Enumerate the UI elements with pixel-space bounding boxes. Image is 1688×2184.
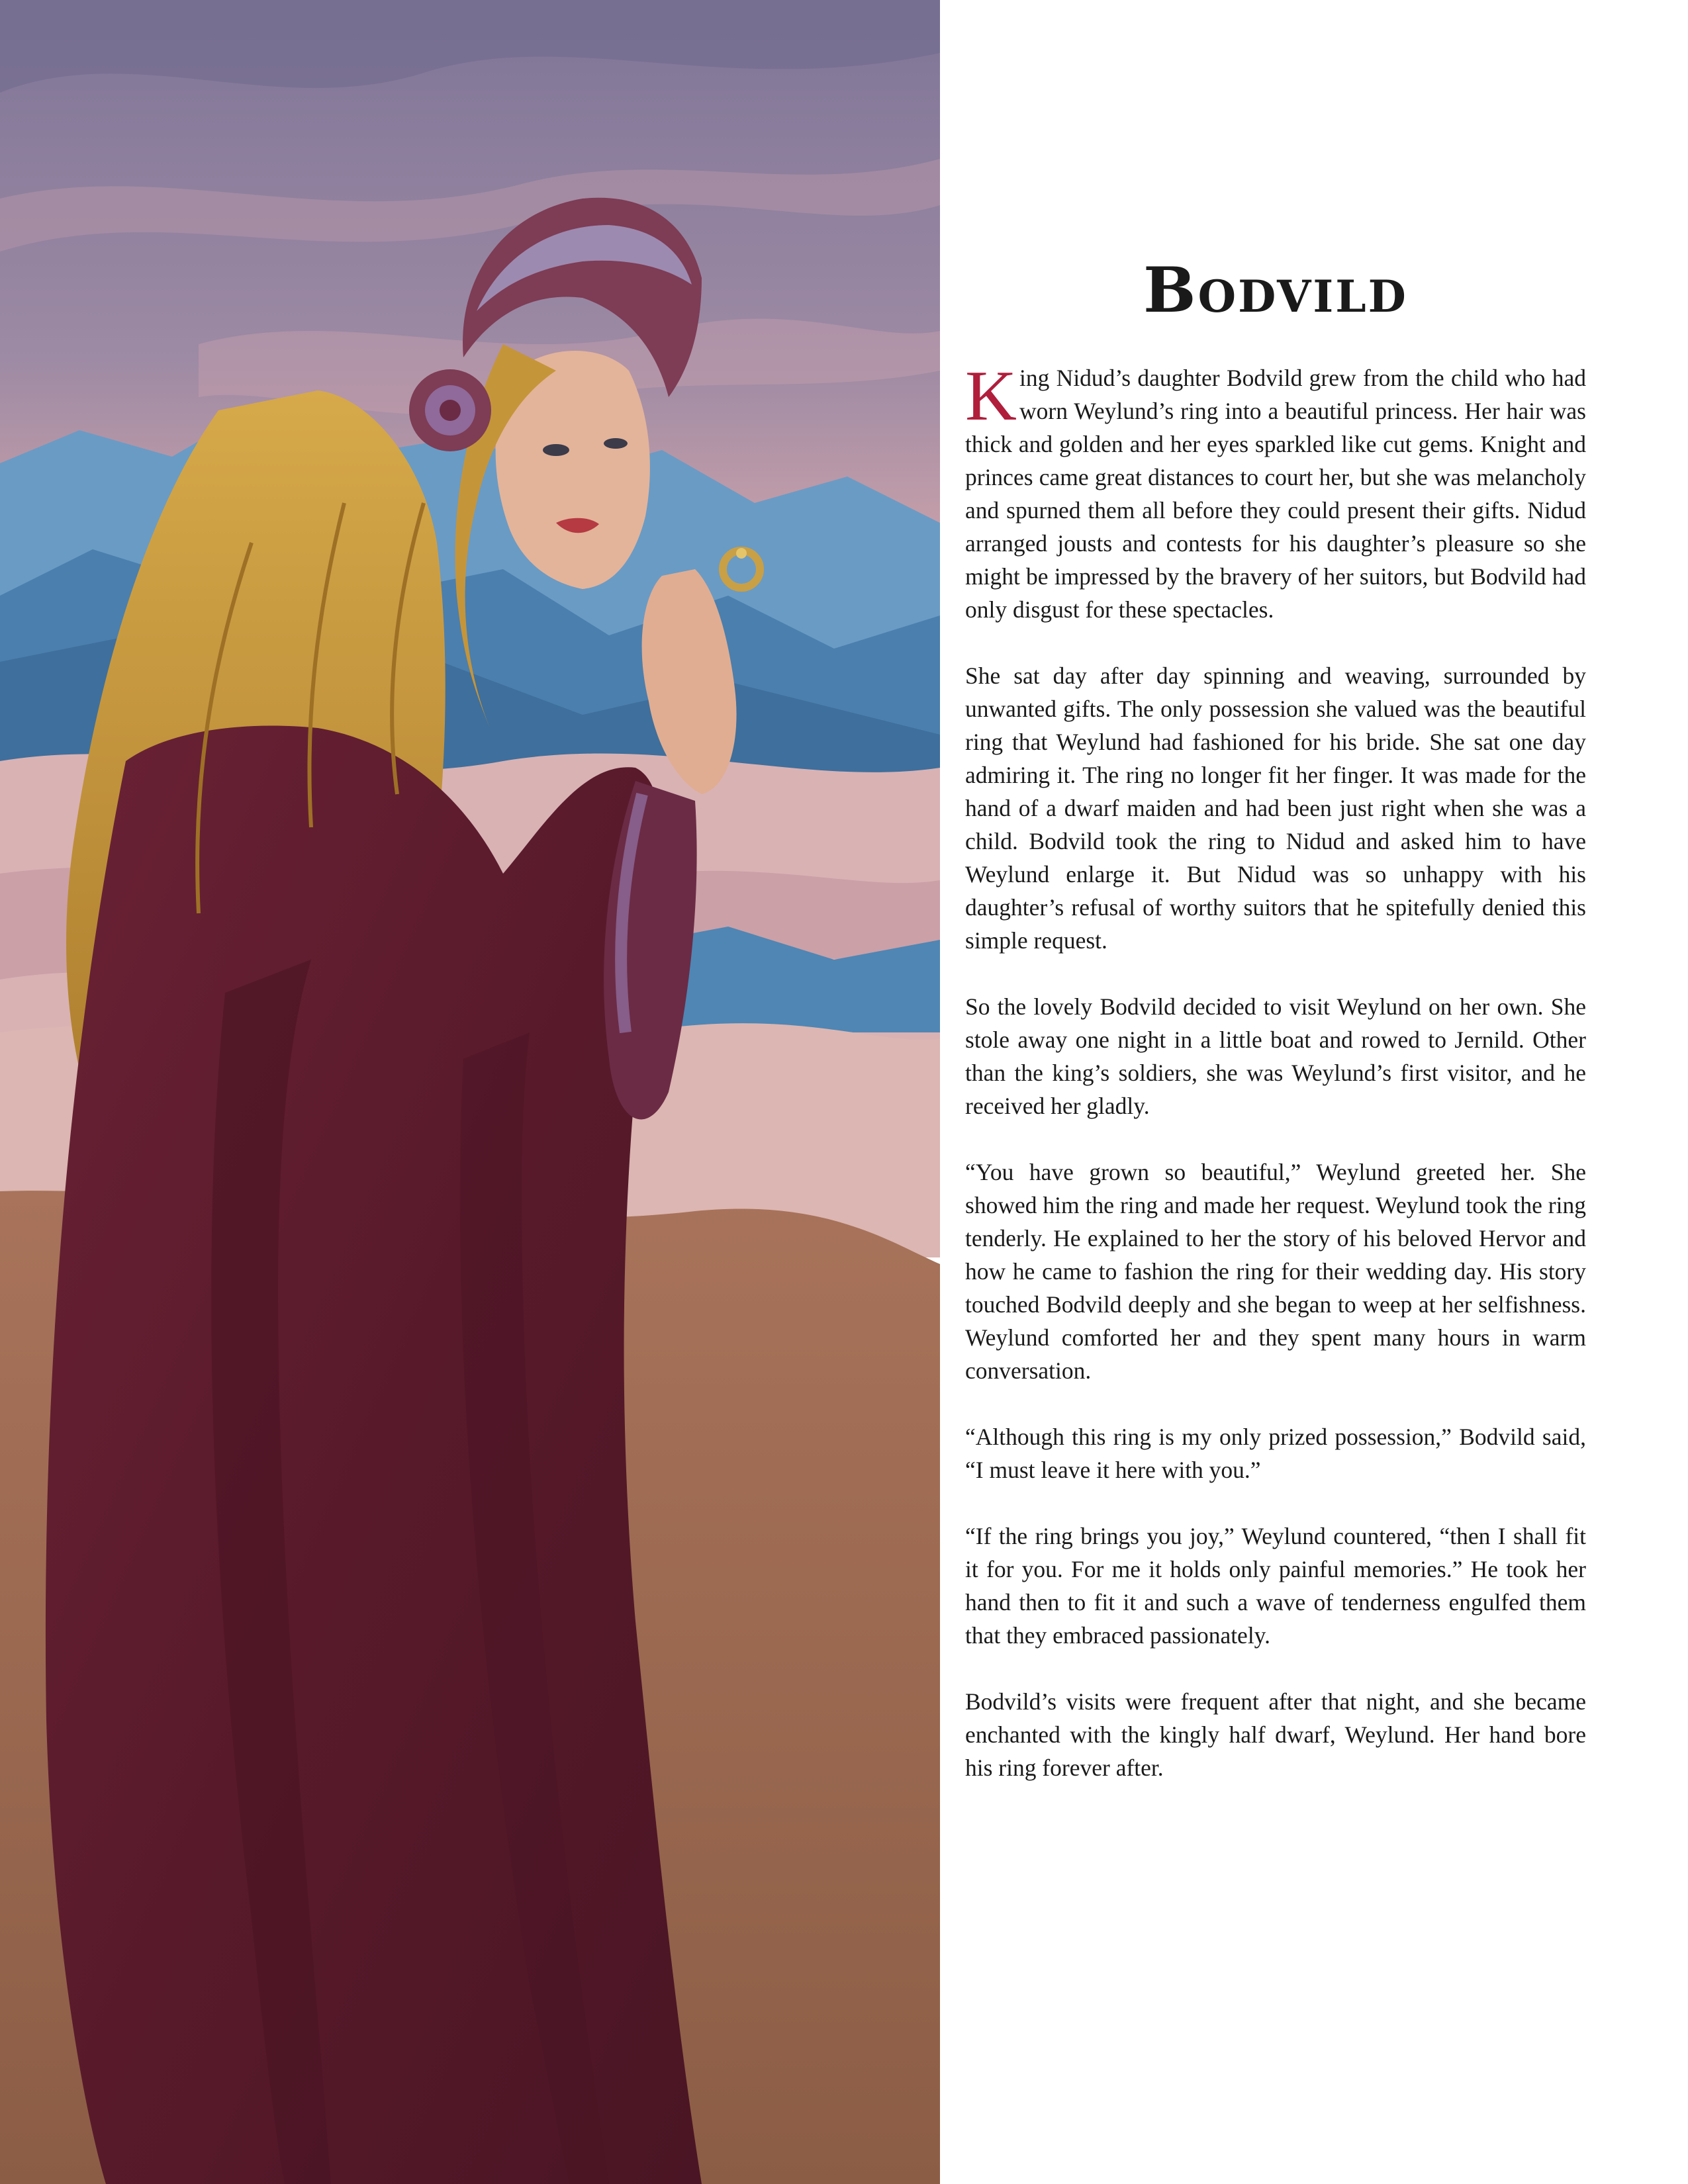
article-title: Bodvild <box>1143 254 1408 327</box>
paragraph-2: She sat day after day spinning and weaving, surrounded by unwanted gifts. The only possession she valued was the beautiful ring that Weylund had fashioned for his bride. She sat one day admiring it. The ring no longer fit her finger. It was made for the hand of a dwarf maiden and had been just right when she was a child. Bodvild took the ring to Nidud and asked him to have Weylund enlarge it. But Nidud was so unhappy with his daughter’s refusal of worthy suitors that he spitefully denied this simple request. <box>965 662 1586 954</box>
paragraph-7: Bodvild’s visits were frequent after that night, and she became enchanted with the kingly half dwarf, Weylund. Her hand bore his ring forever after. <box>965 1688 1586 1781</box>
paragraph-5: “Although this ring is my only prized possession,” Bodvild said, “I must leave it here with you.” <box>965 1424 1586 1483</box>
paragraph-text: ing Nidud’s daughter Bodvild grew from the child who had worn Weylund’s ring into a beautiful princess. Her hair was thick and golden and her eyes sparkled like cut gems. Knight and princes came great distances to court her, but she was melancholy and spurned them all before they could present their gifts. Nidud arranged jousts and contests for his daughter’s pleasure so she might be impressed by the bravery of her suitors, but Bodvild had only disgust for these spectacles. <box>965 365 1586 623</box>
paragraph-3: So the lovely Bodvild decided to visit Weylund on her own. She stole away one night in a little boat and rowed to Jernild. Other than the king’s soldiers, she was Weylund’s first visitor, and he received her gladly. <box>965 993 1586 1119</box>
cloak <box>46 726 702 2184</box>
paragraph-6: “If the ring brings you joy,” Weylund countered, “then I shall fit it for you. For me it holds only painful memories.” He took her hand then to fit it and such a wave of tenderness engulfed them that they embraced passionately. <box>965 1523 1586 1649</box>
paragraph-4: “You have grown so beautiful,” Weylund greeted her. She showed him the ring and made her request. Weylund took the ring tenderly. He explained to her the story of his beloved Hervor and how he came to fashion the ring for their wedding day. His story touched Bodvild deeply and she began to weep at her selfishness. Weylund comforted her and they spent many hours in warm conversation. <box>965 1159 1586 1384</box>
headdress-disc-core <box>440 400 461 421</box>
ring-gem <box>736 548 747 559</box>
eye <box>543 444 569 456</box>
drop-cap: K <box>965 357 1017 435</box>
eye <box>604 438 628 449</box>
paragraph-1 <box>965 357 1586 626</box>
article <box>965 238 1586 1817</box>
